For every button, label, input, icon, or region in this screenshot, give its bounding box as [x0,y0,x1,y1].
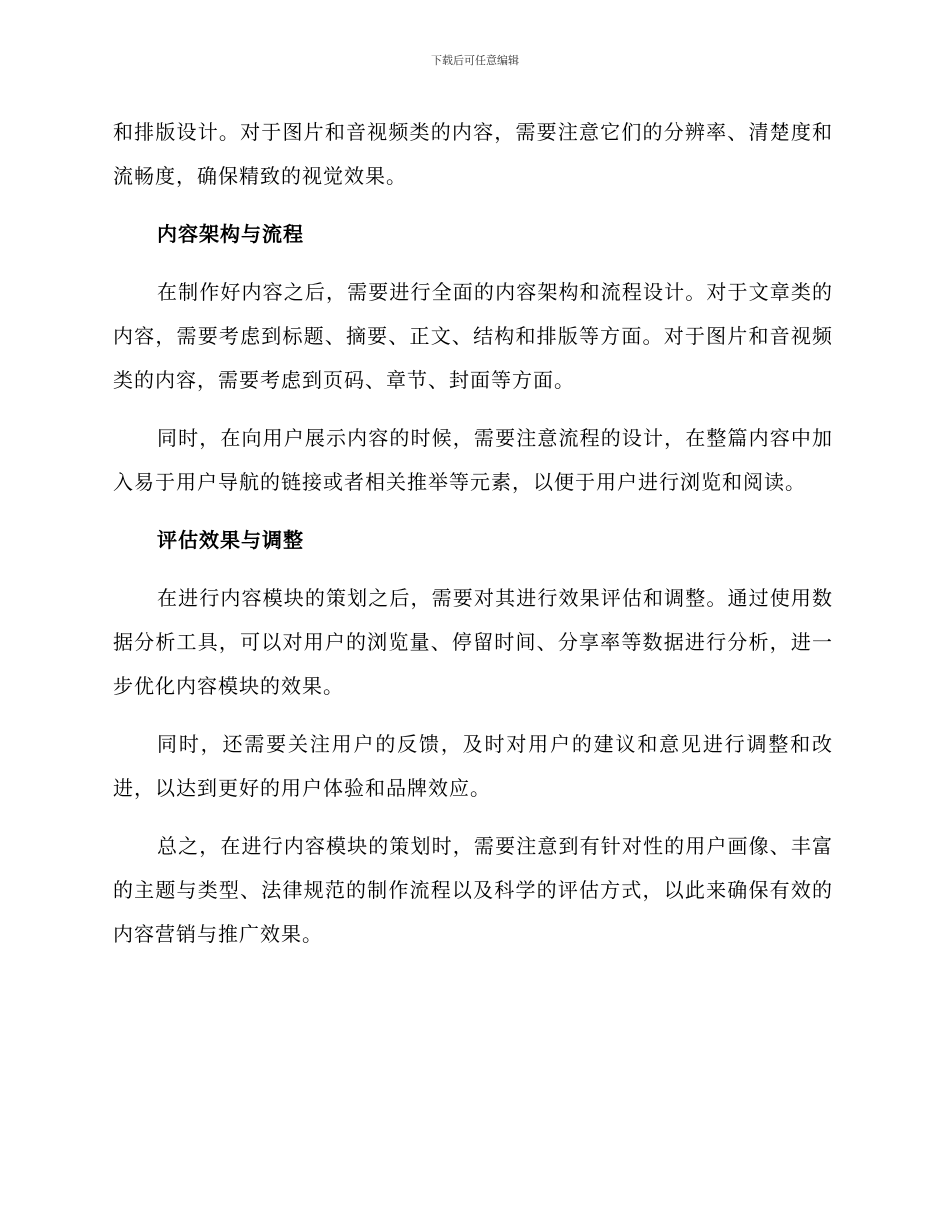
paragraph: 同时，还需要关注用户的反馈，及时对用户的建议和意见进行调整和改进，以达到更好的用户体验和品牌效应。 [113,732,833,800]
paragraph: 在进行内容模块的策划之后，需要对其进行效果评估和调整。通过使用数据分析工具，可以对用户的浏览量、停留时间、分享率等数据进行分析，进一步优化内容模块的效果。 [113,586,833,698]
paragraph-conclusion: 总之，在进行内容模块的策划时，需要注意到有针对性的用户画像、丰富的主题与类型、法律规范的制作流程以及科学的评估方式，以此来确保有效的内容营销与推广效果。 [113,834,833,946]
document-body [113,110,833,956]
page-header: 下载后可任意编辑 [431,54,519,67]
paragraph: 在制作好内容之后，需要进行全面的内容架构和流程设计。对于文章类的内容，需要考虑到标题、摘要、正文、结构和排版等方面。对于图片和音视频类的内容，需要考虑到页码、章节、封面等方面。 [113,280,833,392]
paragraph: 同时，在向用户展示内容的时候，需要注意流程的设计，在整篇内容中加入易于用户导航的链接或者相关推举等元素，以便于用户进行浏览和阅读。 [113,426,833,494]
section-heading-evaluation: 评估效果与调整 [157,528,304,552]
section-heading-architecture: 内容架构与流程 [157,222,304,246]
paragraph-continued: 和排版设计。对于图片和音视频类的内容，需要注意它们的分辨率、清楚度和流畅度，确保精致的视觉效果。 [113,120,833,188]
